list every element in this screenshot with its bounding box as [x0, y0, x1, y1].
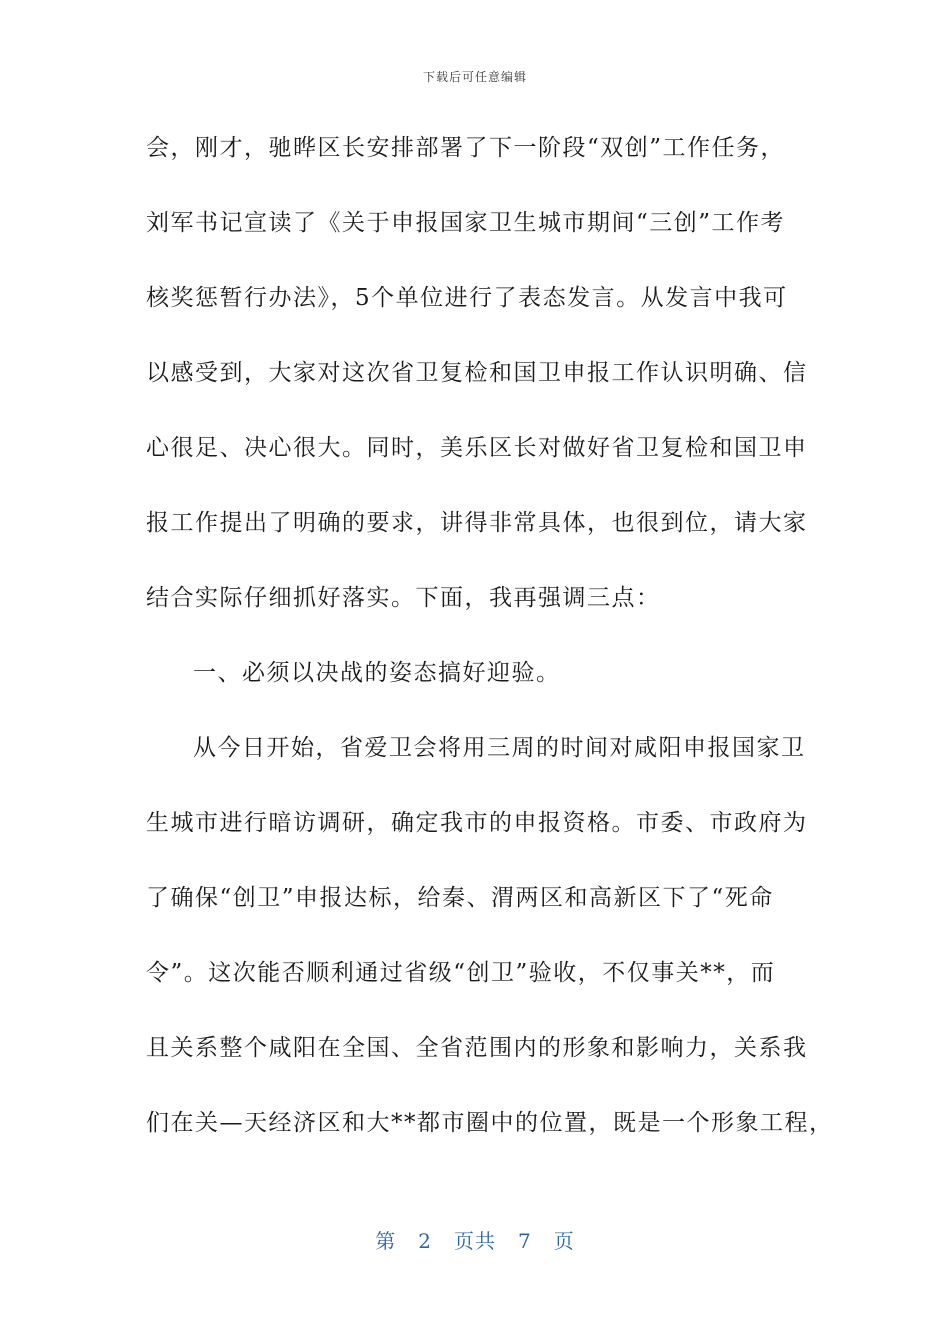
header-note: 下载后可任意编辑 — [422, 70, 527, 84]
text-line: 结合实际仔细抓好落实。下面，我再强调三点： — [146, 585, 661, 611]
page-current: 2 — [418, 1229, 432, 1253]
page-total: 7 — [518, 1229, 532, 1253]
text-line: 且关系整个咸阳在全国、全省范围内的形象和影响力，关系我 — [146, 1035, 808, 1061]
text-line: 令”。这次能否顺利通过省级“创卫”验收，不仅事关**，而 — [146, 960, 776, 986]
text-line: 核奖惩暂行办法》，5个单位进行了表态发言。从发言中我可 — [146, 285, 788, 311]
page-middle: 页共 — [454, 1229, 496, 1253]
text-line: 会，刚才，驰晔区长安排部署了下一阶段“双创”工作任务， — [146, 135, 786, 161]
text-line: 生城市进行暗访调研，确定我市的申报资格。市委、市政府为 — [146, 810, 808, 836]
text-line: 了确保“创卫”申报达标，给秦、渭两区和高新区下了“死命 — [146, 885, 774, 911]
text-line: 心很足、决心很大。同时，美乐区长对做好省卫复检和国卫申 — [146, 435, 808, 461]
text-line: 刘军书记宣读了《关于申报国家卫生城市期间“三创”工作考 — [146, 210, 786, 236]
page-suffix: 页 — [553, 1229, 575, 1253]
page-prefix: 第 — [375, 1229, 397, 1253]
page-number-footer — [0, 1225, 950, 1254]
text-line: 从今日开始，省爱卫会将用三周的时间对咸阳申报国家卫 — [193, 735, 806, 761]
text-line: 们在关—天经济区和大**都市圈中的位置，既是一个形象工程， — [146, 1110, 834, 1136]
text-line: 报工作提出了明确的要求，讲得非常具体，也很到位，请大家 — [146, 510, 808, 536]
document-body — [146, 120, 834, 1170]
section-heading: 一、必须以决战的姿态搞好迎验。 — [193, 660, 561, 686]
text-line: 以感受到，大家对这次省卫复检和国卫申报工作认识明确、信 — [146, 360, 808, 386]
